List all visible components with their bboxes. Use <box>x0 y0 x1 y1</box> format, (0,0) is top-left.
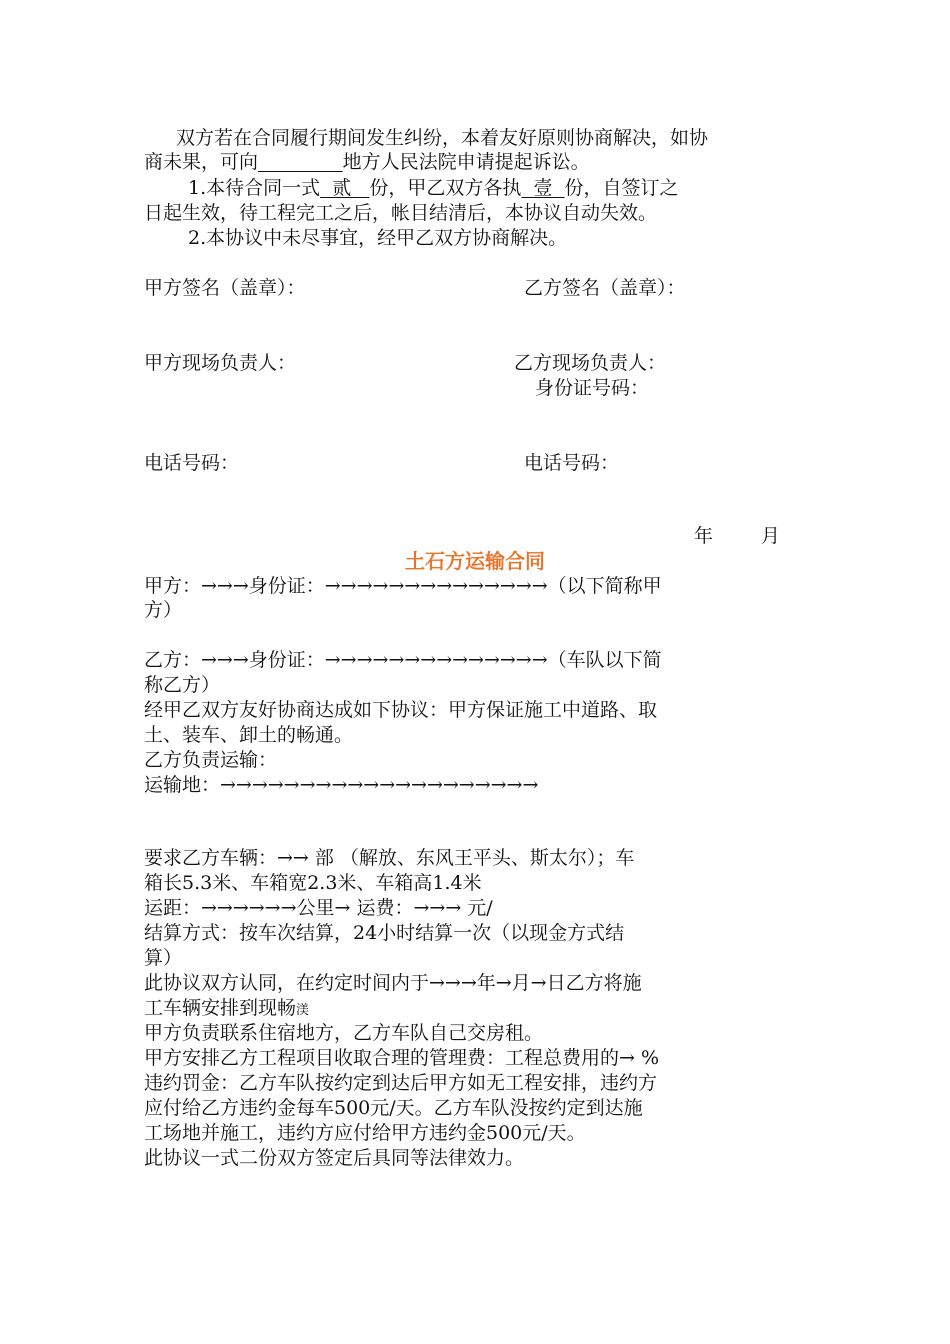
contract-line <box>144 996 309 1023</box>
contract-line: 运输地：→→→→→→→→→→→→→→→→→→→→ <box>144 774 539 796</box>
contract-line: 甲方：→→→身份证：→→→→→→→→→→→→→→（以下简称甲 <box>144 575 662 597</box>
contract-line: 此协议一式二份双方签定后具同等法律效力。 <box>144 1147 525 1169</box>
party-b-signature-label: 乙方签名（盖章）： <box>524 277 686 299</box>
party-b-phone-label: 电话号码： <box>524 452 620 474</box>
contract-line: 箱长5.3米、车箱宽2.3米、车箱高1.4米 <box>144 872 482 894</box>
party-a-signature-label: 甲方签名（盖章）： <box>144 277 306 299</box>
clause-1-line-1 <box>188 176 679 201</box>
small-mark: 渼 <box>296 1003 310 1018</box>
clause-2: 2.本协议中未尽事宜，经甲乙双方协商解决。 <box>188 227 568 249</box>
copies-value: 贰 <box>320 177 370 199</box>
contract-line: 应付给乙方违约金每车500元/天。乙方车队没按约定到达施 <box>144 1097 643 1119</box>
party-a-phone-label: 电话号码： <box>144 452 240 474</box>
dispute-text-b: 地方人民法院申请提起诉讼。 <box>342 151 590 173</box>
clause-1-line-2: 日起生效，待工程完工之后，帐目结清后，本协议自动失效。 <box>144 202 658 224</box>
contract-line: 运距：→→→→→→公里→ 运费：→→→ 元/ <box>144 897 493 919</box>
contract-line: 乙方：→→→身份证：→→→→→→→→→→→→→→（车队以下简 <box>144 649 662 671</box>
contract-line: 甲方负责联系住宿地方，乙方车队自己交房租。 <box>144 1022 544 1044</box>
contract-line-text: 工车辆安排到现畅 <box>144 997 297 1019</box>
contract-line: 方） <box>144 599 183 621</box>
clause-1-text-a: 1.本待合同一式 <box>188 177 321 199</box>
date-year-label: 年 <box>694 525 714 547</box>
dispute-text-a: 商未果，可向 <box>144 151 259 173</box>
contract-line: 经甲乙双方友好协商达成如下协议：甲方保证施工中道路、取 <box>144 699 658 721</box>
contract-line: 要求乙方车辆：→→ 部 （解放、东风王平头、斯太尔）；车 <box>144 847 635 869</box>
date-month-label: 月 <box>761 525 781 547</box>
contract-line: 结算方式：按车次结算，24小时结算一次（以现金方式结 <box>144 922 625 944</box>
contract-line: 违约罚金：乙方车队按约定到达后甲方如无工程安排，违约方 <box>144 1072 658 1094</box>
contract-line: 乙方负责运输： <box>144 749 278 771</box>
dispute-line-2 <box>144 150 590 175</box>
contract-line: 算） <box>144 947 183 969</box>
party-b-manager-label: 乙方现场负责人： <box>514 352 667 374</box>
court-blank <box>258 151 343 173</box>
contract-line: 称乙方） <box>144 674 221 696</box>
each-copies-value: 壹 <box>521 177 565 199</box>
dispute-line-1: 双方若在合同履行期间发生纠纷，本着友好原则协商解决，如协 <box>176 127 709 149</box>
party-a-manager-label: 甲方现场负责人： <box>144 352 297 374</box>
party-b-id-label: 身份证号码： <box>535 377 650 399</box>
clause-1-text-b: 份，甲乙双方各执 <box>369 177 522 199</box>
contract-line: 甲方安排乙方工程项目收取合理的管理费：工程总费用的→ % <box>144 1047 660 1069</box>
clause-1-text-c: 份，自签订之 <box>564 177 679 199</box>
contract-line: 土、装车、卸土的畅通。 <box>144 724 354 746</box>
contract-line: 此协议双方认同，在约定时间内于→→→年→月→日乙方将施 <box>144 972 642 994</box>
contract-title: 土石方运输合同 <box>405 549 545 573</box>
contract-line: 工场地并施工，违约方应付给甲方违约金500元/天。 <box>144 1122 586 1144</box>
